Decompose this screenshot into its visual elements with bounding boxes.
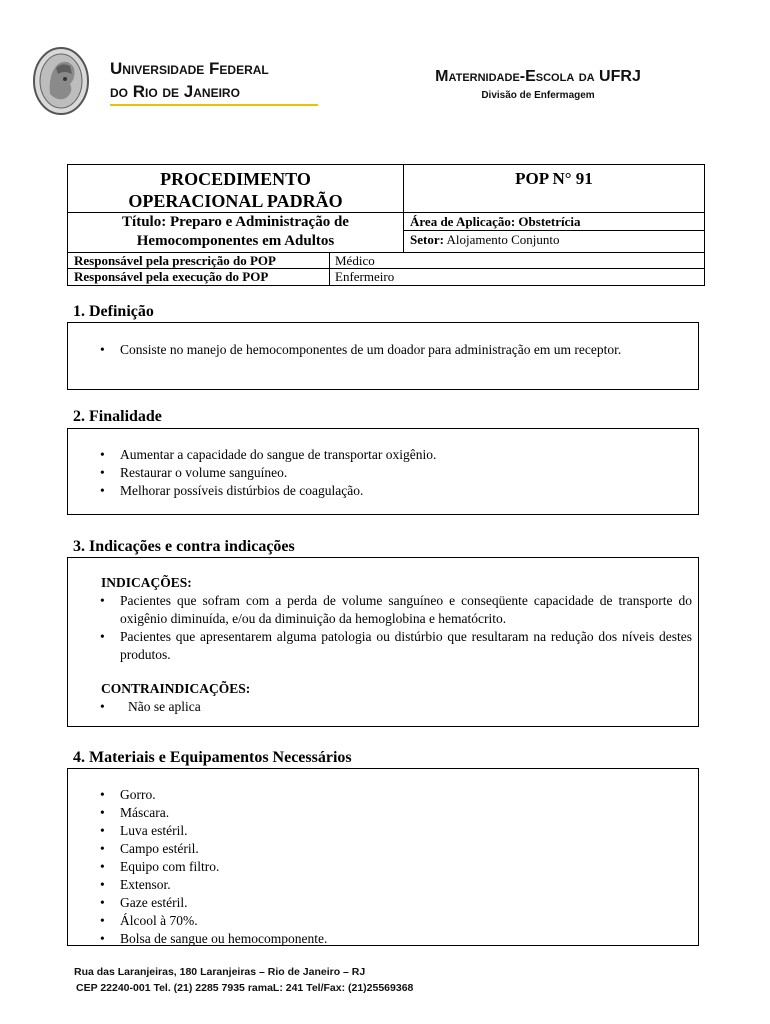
list-item: • Pacientes que apresentarem alguma patologia ou distúrbio que resultaram na redução dos níveis destes produtos. xyxy=(68,628,698,664)
university-seal-logo xyxy=(32,44,90,118)
list-item: • Restaurar o volume sanguíneo. xyxy=(68,464,698,482)
list-item: • Gaze estéril. xyxy=(68,894,698,912)
prescricao-value: Médico xyxy=(330,253,704,269)
section-materiais-title: 4. Materiais e Equipamentos Necessários xyxy=(73,749,352,766)
list-item: • Luva estéril. xyxy=(68,822,698,840)
pop-setor: Setor: Alojamento Conjunto xyxy=(404,231,704,253)
list-item: • Equipo com filtro. xyxy=(68,858,698,876)
pop-number: POP N° 91 xyxy=(404,165,704,213)
list-item: • Melhorar possíveis distúrbios de coagulação. xyxy=(68,482,698,500)
list-item: • Pacientes que sofram com a perda de volume sanguíneo e conseqüente capacidade de transporte do oxigênio diminuída, e/ou da diminuição da hemoglobina e hematócrito. xyxy=(68,592,698,628)
execucao-value: Enfermeiro xyxy=(335,269,395,284)
list-item: • Gorro. xyxy=(68,786,698,804)
section-definicao-title: 1. Definição xyxy=(73,303,154,320)
list-item: • Consiste no manejo de hemocomponentes de um doador para administração em um receptor. xyxy=(68,341,698,359)
prescricao-label: Responsável pela prescrição do POP xyxy=(68,253,330,269)
contraindicacoes-heading: CONTRAINDICAÇÕES: xyxy=(101,681,251,696)
section-definicao-box xyxy=(67,322,699,390)
maternity-name: Maternidade-Escola da UFRJ xyxy=(435,68,641,85)
division-name: Divisão de Enfermagem xyxy=(481,90,595,101)
execucao-label: Responsável pela execução do POP xyxy=(68,269,330,285)
section-finalidade-box xyxy=(67,428,699,515)
university-name: Universidade Federal do Rio de Janeiro xyxy=(110,59,269,101)
list-item: • Aumentar a capacidade do sangue de transportar oxigênio. xyxy=(68,446,698,464)
pop-titulo: Título: Preparo e Administração de Hemocomponentes em Adultos xyxy=(68,213,404,253)
list-item: • Campo estéril. xyxy=(68,840,698,858)
list-item: • Bolsa de sangue ou hemocomponente. xyxy=(68,930,698,948)
header-rule xyxy=(110,104,318,106)
section-finalidade-title: 2. Finalidade xyxy=(73,408,162,425)
indicacoes-heading: INDICAÇÕES: xyxy=(101,575,192,590)
section-indicacoes-title: 3. Indicações e contra indicações xyxy=(73,538,295,555)
list-item: • Extensor. xyxy=(68,876,698,894)
pop-title: PROCEDIMENTO OPERACIONAL PADRÃO xyxy=(68,165,404,213)
section-materiais-box xyxy=(67,768,699,946)
list-item: • Máscara. xyxy=(68,804,698,822)
pop-area: Área de Aplicação: Obstetrícia xyxy=(404,213,704,231)
list-item: • Não se aplica xyxy=(68,698,698,716)
pop-info-table xyxy=(67,164,705,286)
section-indicacoes-box xyxy=(67,557,699,727)
footer-contact: CEP 22240-001 Tel. (21) 2285 7935 ramaL: 241 Tel/Fax: (21)25569368 xyxy=(76,982,414,994)
list-item: • Álcool à 70%. xyxy=(68,912,698,930)
footer-address: Rua das Laranjeiras, 180 Laranjeiras – Rio de Janeiro – RJ xyxy=(74,966,366,978)
